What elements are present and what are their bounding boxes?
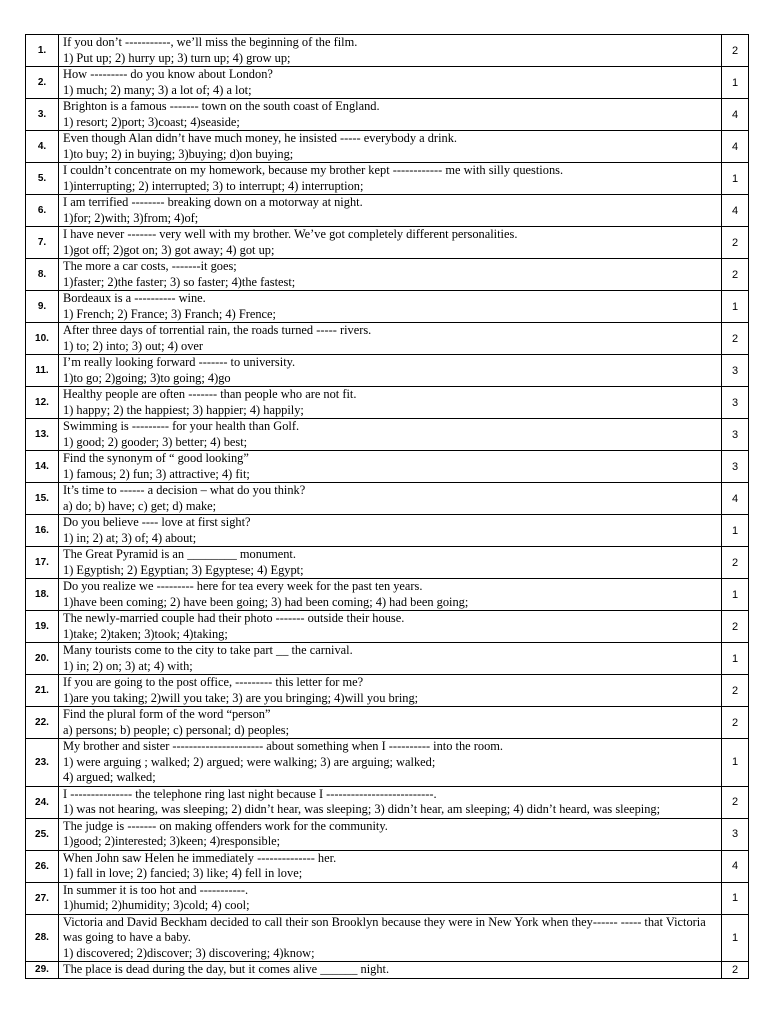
question-number: 29. [26,962,59,979]
answer-key: 1 [722,579,749,611]
answer-key: 2 [722,323,749,355]
question-text: How --------- do you know about London? [63,67,273,81]
question-number: 26. [26,850,59,882]
question-text: I have never ------- very well with my brother. We’ve got completely different personalities. [63,227,518,241]
question-row [26,611,749,643]
question-number: 24. [26,786,59,818]
answer-key: 1 [722,739,749,787]
answer-options: 1)interrupting; 2) interrupted; 3) to interrupt; 4) interruption; [63,178,364,193]
question-number: 5. [26,163,59,195]
question-number: 19. [26,611,59,643]
question-text: The newly-married couple had their photo ------- outside their house. [63,611,405,625]
answer-key: 1 [722,882,749,914]
question-number: 23. [26,739,59,787]
question-row [26,163,749,195]
question-number: 12. [26,387,59,419]
questions-table [25,34,749,979]
answer-options: 1) Egyptish; 2) Egyptian; 3) Egyptese; 4) Egypt; [63,562,304,577]
question-row [26,195,749,227]
question-cell [59,163,722,195]
answer-key: 4 [722,131,749,163]
answer-key: 4 [722,99,749,131]
question-text: I --------------- the telephone ring last night because I --------------------------. [63,786,437,801]
answer-options: 1) discovered; 2)discover; 3) discovering; 4)know; [63,945,315,960]
answer-key: 2 [722,259,749,291]
answer-options: 1) fall in love; 2) fancied; 3) like; 4) fell in love; [63,866,303,880]
question-cell [59,675,722,707]
question-row [26,291,749,323]
question-number: 11. [26,355,59,387]
answer-key: 1 [722,163,749,195]
answer-options: 1)are you taking; 2)will you take; 3) are you bringing; 4)will you bring; [63,690,419,705]
answer-key: 1 [722,67,749,99]
question-cell [59,547,722,579]
question-number: 25. [26,818,59,850]
question-number: 3. [26,99,59,131]
question-cell [59,739,722,787]
question-text: The Great Pyramid is an ________ monument. [63,547,296,561]
question-cell [59,131,722,163]
answer-key: 4 [722,483,749,515]
question-cell [59,419,722,451]
answer-options: 1)to buy; 2) in buying; 3)buying; d)on buying; [63,146,294,161]
answer-key: 2 [722,707,749,739]
question-text: Even though Alan didn’t have much money, he insisted ----- everybody a drink. [63,131,457,145]
question-number: 9. [26,291,59,323]
answer-key: 2 [722,227,749,259]
question-cell [59,611,722,643]
answer-options: 1) much; 2) many; 3) a lot of; 4) a lot; [63,82,252,97]
answer-key: 3 [722,355,749,387]
answer-options: 1) happy; 2) the happiest; 3) happier; 4) happily; [63,402,304,417]
answer-key: 2 [722,962,749,979]
question-cell [59,355,722,387]
question-text: If you are going to the post office, --------- this letter for me? [63,675,364,689]
question-cell [59,786,722,818]
question-text: Bordeaux is a ---------- wine. [63,291,206,305]
answer-options: 1)for; 2)with; 3)from; 4)of; [63,210,199,225]
question-row [26,355,749,387]
answer-key: 4 [722,195,749,227]
question-cell [59,914,722,962]
question-cell [59,850,722,882]
answer-key: 3 [722,419,749,451]
question-cell [59,515,722,547]
answer-options: 1) was not hearing, was sleeping; 2) didn’t hear, was sleeping; 3) didn’t hear, am sleeping; 4) didn’t heard, was sleeping; [63,802,661,816]
question-row [26,818,749,850]
answer-key: 3 [722,387,749,419]
answer-options: 1) French; 2) France; 3) Franch; 4) Frence; [63,306,276,321]
question-cell [59,579,722,611]
question-row [26,451,749,483]
question-row [26,882,749,914]
question-number: 28. [26,914,59,962]
question-cell [59,259,722,291]
question-number: 13. [26,419,59,451]
question-row [26,579,749,611]
answer-key: 1 [722,643,749,675]
question-row [26,914,749,962]
question-row [26,419,749,451]
question-cell [59,483,722,515]
question-text: If you don’t -----------, we’ll miss the beginning of the film. [63,35,358,49]
answer-options: 4) argued; walked; [63,770,156,784]
question-text: The judge is ------- on making offenders work for the community. [63,818,388,833]
question-text: The place is dead during the day, but it comes alive ______ night. [63,962,390,976]
question-number: 1. [26,35,59,67]
question-cell [59,387,722,419]
question-row [26,547,749,579]
question-cell [59,35,722,67]
question-cell [59,67,722,99]
answer-key: 2 [722,786,749,818]
answer-options: 1)humid; 2)humidity; 3)cold; 4) cool; [63,898,250,912]
answer-options: 1)have been coming; 2) have been going; 3) had been coming; 4) had been going; [63,594,469,609]
question-cell [59,291,722,323]
question-number: 16. [26,515,59,547]
answer-key: 2 [722,675,749,707]
question-number: 15. [26,483,59,515]
question-text: Many tourists come to the city to take part __ the carnival. [63,643,353,657]
answer-key: 3 [722,451,749,483]
question-text: Brighton is a famous ------- town on the south coast of England. [63,99,380,113]
answer-options: 1)take; 2)taken; 3)took; 4)taking; [63,626,228,641]
answer-options: 1)got off; 2)got on; 3) got away; 4) got up; [63,242,275,257]
answer-options: 1)good; 2)interested; 3)keen; 4)responsible; [63,834,281,848]
question-row [26,131,749,163]
answer-options: 1) were arguing ; walked; 2) argued; were walking; 3) are arguing; walked; [63,754,436,769]
question-number: 14. [26,451,59,483]
question-text: When John saw Helen he immediately -------------- her. [63,850,337,865]
answer-options: 1) resort; 2)port; 3)coast; 4)seaside; [63,114,240,129]
quiz-sheet [25,34,749,979]
question-row [26,35,749,67]
question-row [26,515,749,547]
question-row [26,675,749,707]
answer-key: 4 [722,850,749,882]
question-number: 21. [26,675,59,707]
answer-options: 1) Put up; 2) hurry up; 3) turn up; 4) grow up; [63,50,291,65]
answer-key: 2 [722,547,749,579]
question-row [26,786,749,818]
question-row [26,739,749,787]
question-number: 18. [26,579,59,611]
question-number: 22. [26,707,59,739]
answer-key: 2 [722,35,749,67]
question-row [26,259,749,291]
question-text: Swimming is --------- for your health than Golf. [63,419,300,433]
answer-options: 1) good; 2) gooder; 3) better; 4) best; [63,434,248,449]
answer-options: a) persons; b) people; c) personal; d) peoples; [63,722,290,737]
question-row [26,643,749,675]
question-text: Find the synonym of “ good looking” [63,451,249,465]
question-text: Victoria and David Beckham decided to call their son Brooklyn because they were in New York when they------ ----- that Victoria was going to have a baby. [63,914,706,944]
question-number: 27. [26,882,59,914]
question-row [26,67,749,99]
answer-key: 2 [722,611,749,643]
question-text: Do you realize we --------- here for tea every week for the past ten years. [63,579,423,593]
answer-options: 1) in; 2) on; 3) at; 4) with; [63,658,193,673]
answer-key: 3 [722,818,749,850]
question-row [26,850,749,882]
answer-options: 1) famous; 2) fun; 3) attractive; 4) fit; [63,466,250,481]
question-text: I’m really looking forward ------- to university. [63,355,296,369]
question-text: Healthy people are often ------- than people who are not fit. [63,387,357,401]
question-number: 8. [26,259,59,291]
question-cell [59,227,722,259]
question-number: 10. [26,323,59,355]
question-text: It’s time to ------ a decision – what do you think? [63,483,306,497]
question-text: After three days of torrential rain, the roads turned ----- rivers. [63,323,372,337]
question-row [26,323,749,355]
answer-options: 1) to; 2) into; 3) out; 4) over [63,338,204,353]
question-row [26,99,749,131]
answer-options: a) do; b) have; c) get; d) make; [63,498,217,513]
answer-key: 1 [722,914,749,962]
question-cell [59,451,722,483]
question-cell [59,99,722,131]
question-row [26,707,749,739]
question-number: 7. [26,227,59,259]
question-text: I couldn’t concentrate on my homework, because my brother kept ------------ me with silly questions. [63,163,564,177]
question-text: Find the plural form of the word “person” [63,707,271,721]
question-text: I am terrified -------- breaking down on a motorway at night. [63,195,363,209]
answer-key: 1 [722,515,749,547]
question-number: 2. [26,67,59,99]
question-number: 6. [26,195,59,227]
question-row [26,483,749,515]
answer-options: 1) in; 2) at; 3) of; 4) about; [63,530,197,545]
question-cell [59,818,722,850]
answer-options: 1)faster; 2)the faster; 3) so faster; 4)the fastest; [63,274,296,289]
question-cell [59,643,722,675]
question-cell [59,707,722,739]
question-text: My brother and sister ---------------------- about something when I ---------- into the room. [63,739,504,753]
question-row [26,962,749,979]
answer-options: 1)to go; 2)going; 3)to going; 4)go [63,370,231,385]
question-cell [59,962,722,979]
question-number: 17. [26,547,59,579]
question-text: The more a car costs, -------it goes; [63,259,237,273]
question-cell [59,323,722,355]
question-text: In summer it is too hot and -----------. [63,882,249,897]
question-row [26,387,749,419]
question-number: 4. [26,131,59,163]
question-cell [59,195,722,227]
question-cell [59,882,722,914]
question-text: Do you believe ---- love at first sight? [63,515,251,529]
question-row [26,227,749,259]
question-number: 20. [26,643,59,675]
answer-key: 1 [722,291,749,323]
